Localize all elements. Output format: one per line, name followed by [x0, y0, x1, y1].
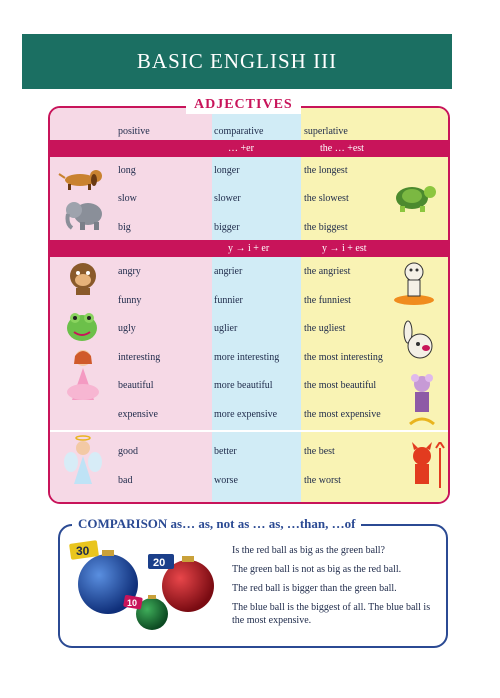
word-comparative: more expensive	[214, 409, 278, 420]
word-positive: bad	[118, 475, 133, 486]
word-comparative: angrier	[214, 266, 243, 277]
word-comparative: slower	[214, 193, 241, 204]
ornament-balls-icon	[68, 538, 218, 634]
dancing-dog-icon	[388, 258, 438, 306]
word-superlative: the biggest	[304, 222, 348, 233]
word-comparative: better	[214, 446, 237, 457]
comparison-sentence: The blue ball is the biggest of all. The blue ball is the most expensive.	[232, 602, 431, 626]
word-positive: good	[118, 446, 138, 457]
word-superlative: the funniest	[304, 295, 351, 306]
word-superlative: the most expensive	[304, 409, 381, 420]
word-superlative: the ugliest	[304, 323, 346, 334]
header-positive: positive	[118, 126, 150, 137]
word-comparative: more interesting	[214, 352, 280, 363]
devil-icon	[402, 442, 446, 492]
word-positive: angry	[118, 266, 141, 277]
price-tag-10	[123, 595, 143, 610]
header-comparative: comparative	[214, 126, 264, 137]
word-superlative: the most beautiful	[304, 380, 377, 391]
comparison-sentence: The green ball is not as big as the red ball.	[232, 564, 402, 575]
princess-icon	[64, 346, 102, 402]
word-superlative: the best	[304, 446, 335, 457]
word-comparative: uglier	[214, 323, 238, 334]
word-positive: big	[118, 222, 131, 233]
word-superlative: the angriest	[304, 266, 351, 277]
page-title: BASIC ENGLISH III	[22, 34, 452, 89]
word-comparative: funnier	[214, 295, 243, 306]
word-comparative: bigger	[214, 222, 240, 233]
comparison-sentence: Is the red ball as big as the green ball?	[232, 545, 385, 556]
word-positive: beautiful	[118, 380, 154, 391]
adjectives-heading: ADJECTIVES	[186, 96, 301, 114]
word-positive: expensive	[118, 409, 158, 420]
word-positive: funny	[118, 295, 142, 306]
group-divider	[50, 430, 450, 432]
word-comparative: more beautiful	[214, 380, 273, 391]
word-comparative: worse	[214, 475, 238, 486]
rule-superlative-est: the … +est	[320, 143, 364, 154]
svg-text:30: 30	[76, 544, 90, 558]
turtle-icon	[390, 178, 438, 214]
word-positive: ugly	[118, 323, 136, 334]
bunny-icon	[396, 320, 440, 364]
word-superlative: the slowest	[304, 193, 349, 204]
word-superlative: the most interesting	[304, 352, 383, 363]
svg-text:20: 20	[153, 557, 166, 569]
rule-bar-er	[50, 140, 450, 157]
comparison-heading: COMPARISON as… as, not as … as, …than, …of	[72, 514, 361, 534]
frog-icon	[64, 310, 100, 344]
dog-icon	[58, 166, 106, 192]
word-comparative: longer	[214, 165, 240, 176]
word-superlative: the worst	[304, 475, 341, 486]
word-positive: interesting	[118, 352, 161, 363]
monkey-icon	[66, 260, 100, 296]
word-superlative: the longest	[304, 165, 348, 176]
rule-comparative-er: … +er	[228, 143, 254, 154]
rule-bar-y-to-i	[50, 240, 450, 257]
price-tag-30	[69, 540, 99, 560]
rule-comparative-y-ier: y → i + er	[228, 243, 270, 254]
angel-icon	[64, 434, 102, 486]
header-superlative: superlative	[304, 126, 348, 137]
rule-superlative-y-iest: y → i + est	[322, 243, 367, 254]
mouse-icon	[402, 372, 442, 428]
word-positive: slow	[118, 193, 137, 204]
price-tag-20	[148, 554, 174, 569]
svg-text:10: 10	[127, 598, 138, 608]
comparison-sentence: The red ball is bigger than the green ball.	[232, 583, 397, 594]
word-positive: long	[118, 165, 136, 176]
adjectives-table	[48, 106, 450, 504]
elephant-icon	[64, 196, 106, 232]
